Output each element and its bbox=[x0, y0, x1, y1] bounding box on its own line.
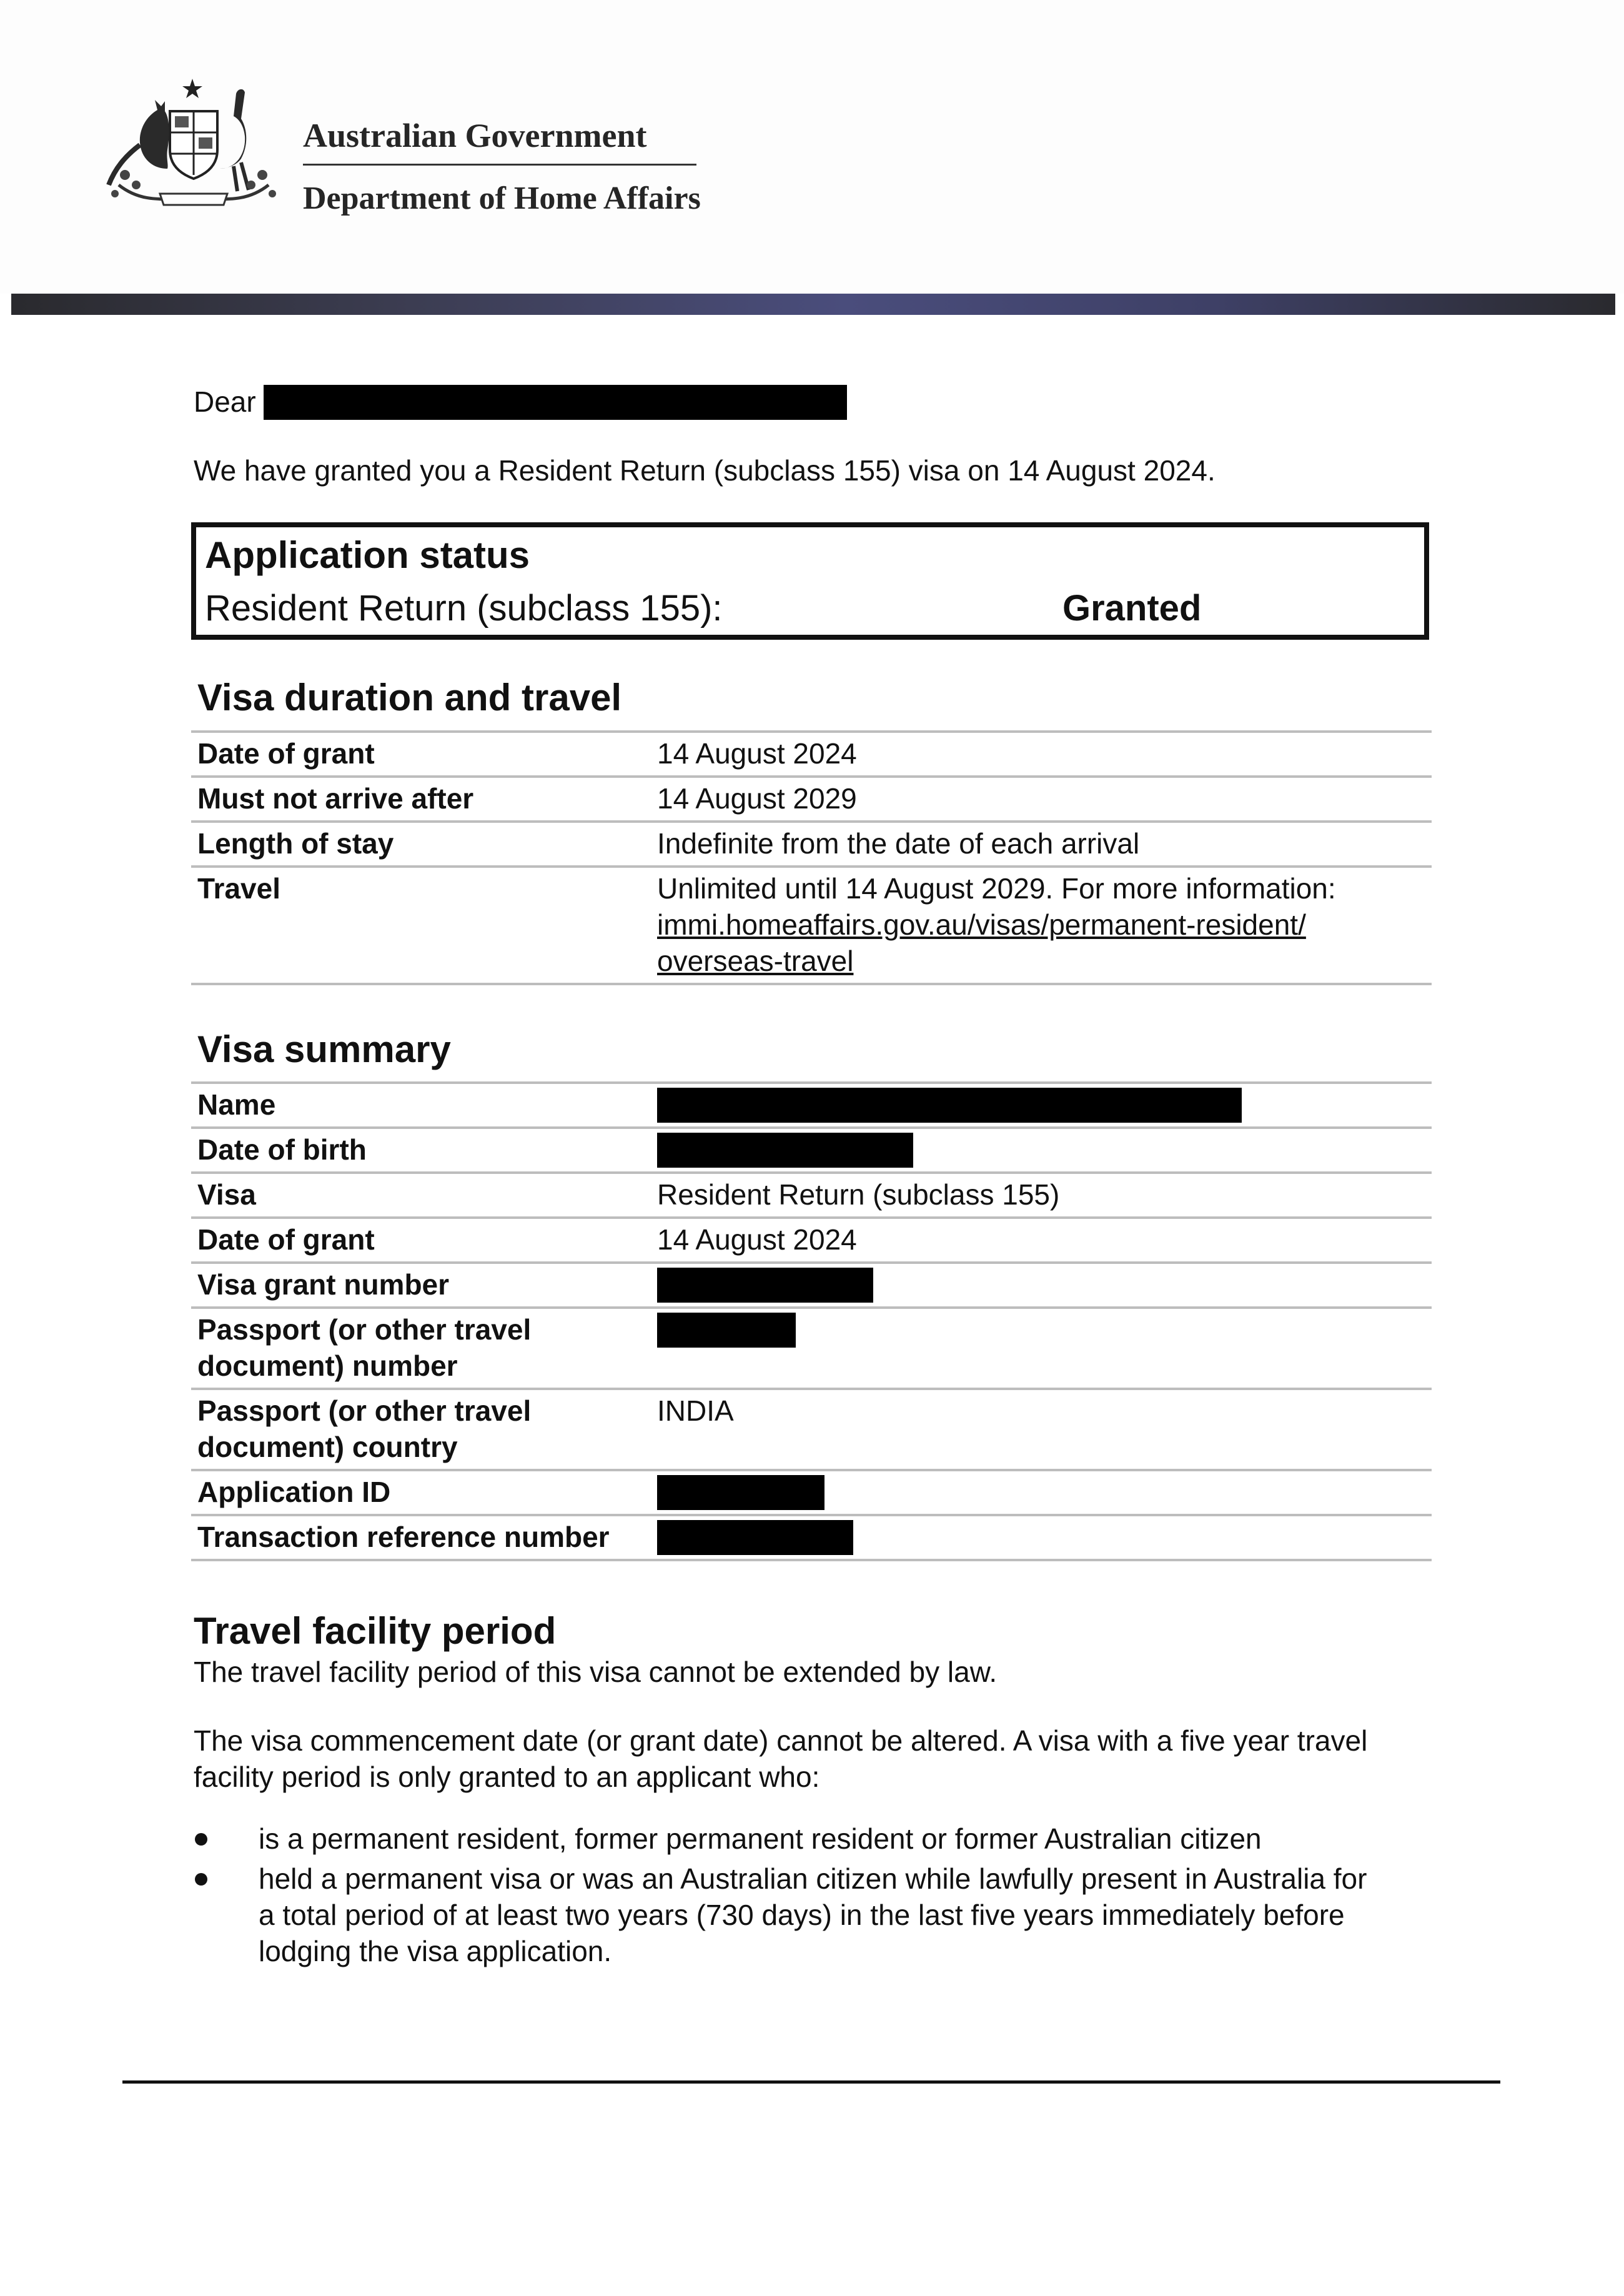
row-value: Indefinite from the date of each arrival bbox=[650, 822, 1432, 867]
table-row bbox=[191, 822, 1432, 867]
salutation-text: Dear bbox=[194, 385, 256, 418]
list-item bbox=[194, 1861, 1443, 1969]
table-row bbox=[191, 1083, 1432, 1128]
list-item-line: lodging the visa application. bbox=[259, 1935, 612, 1967]
application-status-box bbox=[191, 522, 1429, 640]
row-key bbox=[191, 1389, 650, 1470]
letterhead bbox=[0, 0, 1624, 294]
facility-heading: Travel facility period bbox=[194, 1610, 557, 1652]
travel-info-link[interactable]: immi.homeaffairs.gov.au/visas/permanent-resident/ bbox=[657, 908, 1306, 941]
table-row bbox=[191, 732, 1432, 777]
redaction-passport-number bbox=[657, 1313, 796, 1348]
row-value bbox=[650, 1470, 1432, 1515]
table-row bbox=[191, 1173, 1432, 1218]
government-name: Australian Government bbox=[303, 117, 647, 154]
travel-text: Unlimited until 14 August 2029. For more information: bbox=[657, 872, 1336, 905]
row-value bbox=[650, 1515, 1432, 1560]
row-value: 14 August 2024 bbox=[650, 732, 1432, 777]
row-key-line: Passport (or other travel bbox=[197, 1394, 532, 1427]
redaction-visa-grant-number bbox=[657, 1268, 873, 1303]
duration-table bbox=[191, 730, 1432, 985]
table-row bbox=[191, 777, 1432, 822]
footer-divider bbox=[122, 2080, 1500, 2084]
row-value bbox=[650, 1263, 1432, 1308]
row-value bbox=[650, 1308, 1432, 1389]
row-key: Name bbox=[191, 1083, 650, 1128]
row-key: Visa grant number bbox=[191, 1263, 650, 1308]
row-key-line: document) number bbox=[197, 1349, 458, 1382]
summary-heading: Visa summary bbox=[197, 1028, 451, 1070]
status-title: Application status bbox=[205, 534, 530, 576]
redaction-transaction-reference bbox=[657, 1520, 853, 1555]
row-value bbox=[650, 1128, 1432, 1173]
redaction-recipient-name bbox=[264, 385, 847, 420]
row-value: 14 August 2024 bbox=[650, 1218, 1432, 1263]
row-key: Travel bbox=[191, 867, 650, 984]
coat-of-arms-icon bbox=[100, 75, 287, 219]
row-key-line: document) country bbox=[197, 1431, 458, 1463]
row-value: Resident Return (subclass 155) bbox=[650, 1173, 1432, 1218]
salutation bbox=[194, 384, 256, 420]
header-band bbox=[11, 294, 1615, 315]
status-value: Granted bbox=[1062, 588, 1202, 629]
list-item-line: is a permanent resident, former permanent resident or former Australian citizen bbox=[259, 1822, 1262, 1855]
row-key: Application ID bbox=[191, 1470, 650, 1515]
facility-paragraph bbox=[194, 1722, 1367, 1795]
eligibility-list bbox=[194, 1821, 1443, 1973]
table-row bbox=[191, 1515, 1432, 1560]
table-row bbox=[191, 867, 1432, 984]
row-key: Length of stay bbox=[191, 822, 650, 867]
table-row bbox=[191, 1470, 1432, 1515]
status-label: Resident Return (subclass 155): bbox=[205, 588, 723, 629]
list-item-line: a total period of at least two years (730 days) in the last five years immediately before bbox=[259, 1899, 1345, 1931]
row-key: Transaction reference number bbox=[191, 1515, 650, 1560]
table-row bbox=[191, 1308, 1432, 1389]
row-key: Visa bbox=[191, 1173, 650, 1218]
row-value bbox=[650, 867, 1432, 984]
list-item-line: held a permanent visa or was an Australian citizen while lawfully present in Australia for bbox=[259, 1862, 1367, 1895]
header-divider bbox=[303, 164, 696, 166]
table-row bbox=[191, 1263, 1432, 1308]
row-key-line: Passport (or other travel bbox=[197, 1313, 532, 1346]
row-value bbox=[650, 1083, 1432, 1128]
table-row bbox=[191, 1389, 1432, 1470]
list-item bbox=[194, 1821, 1443, 1857]
row-key bbox=[191, 1308, 650, 1389]
travel-info-link-continued[interactable]: overseas-travel bbox=[657, 945, 854, 977]
redaction-application-id bbox=[657, 1475, 824, 1510]
row-key: Date of grant bbox=[191, 732, 650, 777]
table-row bbox=[191, 1128, 1432, 1173]
grant-sentence: We have granted you a Resident Return (subclass 155) visa on 14 August 2024. bbox=[194, 454, 1216, 487]
facility-paragraph: The travel facility period of this visa cannot be extended by law. bbox=[194, 1656, 998, 1688]
row-value: 14 August 2029 bbox=[650, 777, 1432, 822]
department-name: Department of Home Affairs bbox=[303, 181, 701, 216]
facility-paragraph-line: The visa commencement date (or grant date) cannot be altered. A visa with a five year travel bbox=[194, 1724, 1368, 1757]
row-key: Date of birth bbox=[191, 1128, 650, 1173]
row-value: INDIA bbox=[650, 1389, 1432, 1470]
redaction-date-of-birth bbox=[657, 1133, 913, 1168]
facility-paragraph-line: facility period is only granted to an applicant who: bbox=[194, 1761, 820, 1793]
bullet-icon bbox=[195, 1833, 207, 1846]
row-key: Date of grant bbox=[191, 1218, 650, 1263]
bullet-icon bbox=[195, 1873, 207, 1886]
summary-table bbox=[191, 1081, 1432, 1561]
row-key: Must not arrive after bbox=[191, 777, 650, 822]
duration-heading: Visa duration and travel bbox=[197, 677, 622, 718]
redaction-name bbox=[657, 1088, 1242, 1123]
table-row bbox=[191, 1218, 1432, 1263]
